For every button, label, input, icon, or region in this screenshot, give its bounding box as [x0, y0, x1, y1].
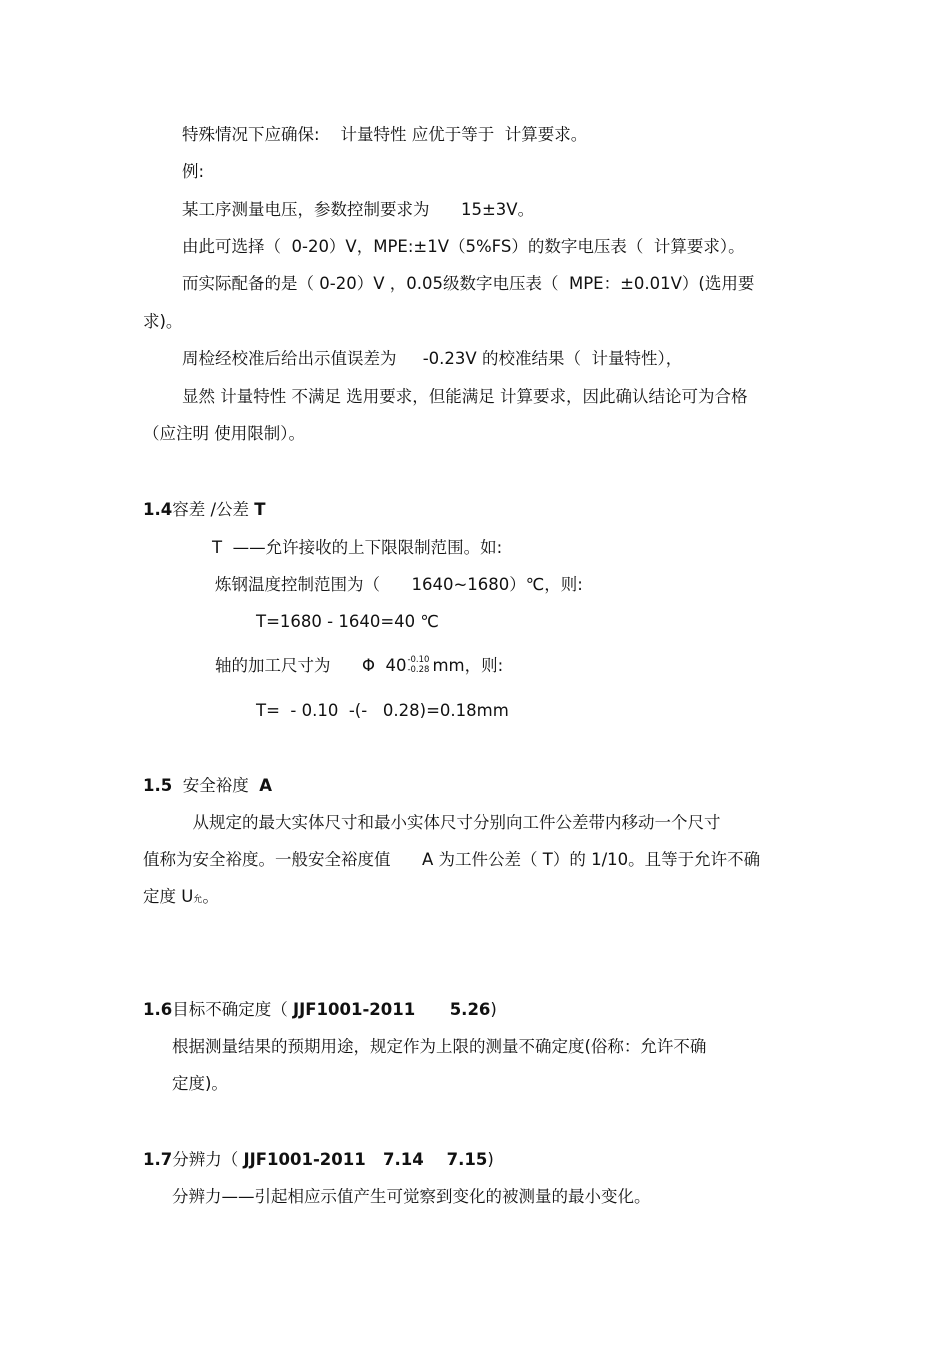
shaft-size-text: 轴的加工尺寸为 Φ 40 [215, 656, 407, 675]
reference: JJF1001-2011 5.26 [292, 1000, 491, 1019]
safety-margin-line-2: 值称为安全裕度。一般安全裕度值 A 为工件公差（ T）的 1/10。且等于允许不确 [143, 850, 761, 869]
tolerance-definition: T ——允许接收的上下限限制范围。如: [212, 538, 503, 557]
closing-paren: ) [490, 1000, 497, 1019]
example-steel-temperature: 炼钢温度控制范围为（ 1640~1680）℃，则: [215, 575, 583, 594]
intro-line-9: （应注明 使用限制）。 [143, 424, 305, 443]
section-title: 分辨力（ [172, 1150, 244, 1169]
period: 。 [202, 887, 219, 906]
target-uncertainty-line-1: 根据测量结果的预期用途，规定作为上限的测量不确定度(俗称：允许不确 [172, 1037, 707, 1056]
subscript: 允 [193, 895, 203, 905]
section-heading-1-4 [143, 499, 266, 521]
intro-line-6: 求)。 [143, 312, 183, 331]
section-number: 1.6 [143, 1000, 173, 1019]
section-title: 安全裕度 [172, 776, 260, 795]
example-shaft-size [215, 655, 503, 677]
section-symbol: A [259, 776, 272, 795]
intro-line-7: 周检经校准后给出示值误差为 -0.23V 的校准结果（ 计量特性）， [182, 349, 683, 368]
section-number: 1.7 [143, 1150, 173, 1169]
shaft-size-unit: mm，则: [432, 656, 504, 675]
target-uncertainty-line-2: 定度)。 [172, 1074, 228, 1093]
calculation-shaft: T= - 0.10 -(- 0.28)=0.18mm [256, 701, 509, 720]
reference: JJF1001-2011 7.14 7.15 [243, 1150, 488, 1169]
intro-line-8: 显然 计量特性 不满足 选用要求，但能满足 计算要求，因此确认结论可为合格 [182, 387, 748, 406]
section-symbol: T [254, 500, 266, 519]
tolerance-limits [406, 655, 432, 677]
section-heading-1-6 [143, 999, 497, 1021]
section-title: 目标不确定度（ [172, 1000, 293, 1019]
section-heading-1-5 [143, 775, 272, 797]
intro-line-3: 某工序测量电压，参数控制要求为 15±3V。 [182, 200, 535, 219]
safety-margin-line-1: 从规定的最大实体尺寸和最小实体尺寸分别向工件公差带内移动一个尺寸 [182, 813, 721, 832]
lower-deviation: -0.28 [407, 665, 430, 675]
intro-line-1: 特殊情况下应确保: 计量特性 应优于等于 计算要求。 [182, 125, 588, 144]
section-heading-1-7 [143, 1149, 494, 1171]
section-title: 容差 /公差 [172, 500, 255, 519]
closing-paren: ) [487, 1150, 494, 1169]
calculation-temperature: T=1680 - 1640=40 ℃ [256, 612, 439, 631]
section-number: 1.5 [143, 776, 173, 795]
safety-margin-line-3 [143, 886, 219, 911]
intro-line-5: 而实际配备的是（ 0-20）V ，0.05级数字电压表（ MPE：±0.01V）(选用要 [182, 274, 755, 293]
upper-deviation: -0.10 [407, 655, 430, 665]
intro-line-4: 由此可选择（ 0-20）V，MPE:±1V（5%FS）的数字电压表（ 计算要求）。 [182, 237, 745, 256]
resolution-definition: 分辨力——引起相应示值产生可觉察到变化的被测量的最小变化。 [172, 1187, 651, 1206]
safety-margin-text: 定度 U [143, 887, 194, 906]
intro-line-2: 例: [182, 162, 205, 181]
section-number: 1.4 [143, 500, 173, 519]
